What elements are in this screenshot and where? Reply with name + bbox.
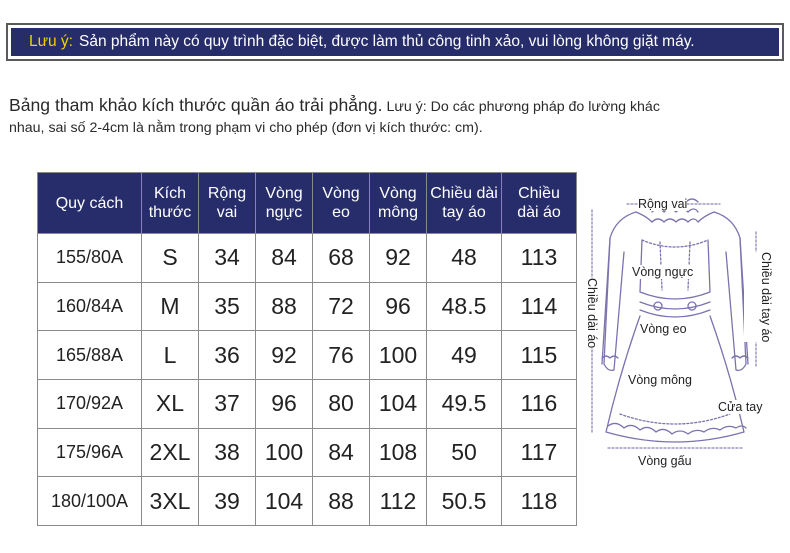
table-cell: 160/84A (38, 282, 142, 331)
notice-inner (11, 28, 779, 56)
table-cell: 50.5 (427, 477, 502, 526)
label-sleeve (744, 252, 772, 342)
header-shoulder: Rộng vai (199, 173, 256, 234)
table-cell: 48 (427, 234, 502, 283)
table-cell: 114 (502, 282, 577, 331)
table-row (38, 477, 577, 526)
table-cell: 76 (313, 331, 370, 380)
label-chest: Vòng ngực (632, 265, 694, 279)
label-hem: Vòng gấu (638, 454, 692, 468)
table-cell: 36 (199, 331, 256, 380)
table-row (38, 331, 577, 380)
header-spec: Quy cách (38, 173, 142, 234)
size-table (37, 172, 577, 526)
notice-banner (6, 23, 784, 61)
heading-title: Bảng tham khảo kích thước quần áo trải phẳng. (9, 95, 383, 115)
table-cell: 72 (313, 282, 370, 331)
table-row (38, 282, 577, 331)
label-waist: Vòng eo (640, 322, 687, 336)
table-cell: 50 (427, 428, 502, 477)
table-cell: 2XL (142, 428, 199, 477)
table-cell: 96 (370, 282, 427, 331)
table-cell: 92 (370, 234, 427, 283)
table-cell: 108 (370, 428, 427, 477)
header-hip: Vòng mông (370, 173, 427, 234)
table-cell: 49.5 (427, 379, 502, 428)
table-cell: 175/96A (38, 428, 142, 477)
table-cell: 84 (256, 234, 313, 283)
table-cell: 180/100A (38, 477, 142, 526)
size-heading (9, 95, 779, 139)
table-cell: 112 (370, 477, 427, 526)
header-sleeve: Chiều dài tay áo (427, 173, 502, 234)
table-cell: 113 (502, 234, 577, 283)
table-header-row (38, 173, 577, 234)
measurement-diagram (580, 182, 785, 482)
header-waist: Vòng eo (313, 173, 370, 234)
label-cuff: Cửa tay (718, 400, 763, 414)
table-cell: L (142, 331, 199, 380)
header-size: Kích thước (142, 173, 199, 234)
table-row (38, 428, 577, 477)
table-cell: 115 (502, 331, 577, 380)
table-cell: 116 (502, 379, 577, 428)
label-hip: Vòng mông (628, 373, 692, 387)
table-row (38, 234, 577, 283)
table-cell: 84 (313, 428, 370, 477)
notice-label: Lưu ý: (29, 33, 73, 50)
table-cell: 38 (199, 428, 256, 477)
table-cell: XL (142, 379, 199, 428)
label-length: Chiều dài áo (585, 278, 599, 349)
heading-note-line1: Lưu ý: Do các phương pháp đo lường khác (386, 99, 660, 115)
label-shoulder: Rộng vai (638, 197, 688, 211)
header-length: Chiều dài áo (502, 173, 577, 234)
table-cell: 39 (199, 477, 256, 526)
table-cell: 104 (256, 477, 313, 526)
table-cell: 3XL (142, 477, 199, 526)
table-cell: 104 (370, 379, 427, 428)
table-cell: 117 (502, 428, 577, 477)
label-sleeve-line2: áo (759, 328, 773, 343)
table-cell: 92 (256, 331, 313, 380)
table-cell: 100 (256, 428, 313, 477)
table-cell: 96 (256, 379, 313, 428)
table-cell: 48.5 (427, 282, 502, 331)
table-cell: 100 (370, 331, 427, 380)
table-cell: 170/92A (38, 379, 142, 428)
table-cell: 37 (199, 379, 256, 428)
label-sleeve-line1: Chiều dài tay (759, 252, 773, 325)
table-cell: 80 (313, 379, 370, 428)
table-cell: M (142, 282, 199, 331)
table-cell: 165/88A (38, 331, 142, 380)
table-cell: 118 (502, 477, 577, 526)
table-cell: 49 (427, 331, 502, 380)
table-row (38, 379, 577, 428)
header-chest: Vòng ngực (256, 173, 313, 234)
table-cell: S (142, 234, 199, 283)
notice-text: Sản phẩm này có quy trình đặc biệt, được làm thủ công tinh xảo, vui lòng không giặt máy. (78, 33, 695, 50)
heading-note-line2: nhau, sai số 2-4cm là nằm trong phạm vi cho phép (đơn vị kích thước: cm). (9, 120, 483, 136)
table-cell: 88 (256, 282, 313, 331)
table-cell: 155/80A (38, 234, 142, 283)
table-cell: 68 (313, 234, 370, 283)
table-cell: 34 (199, 234, 256, 283)
table-cell: 35 (199, 282, 256, 331)
table-cell: 88 (313, 477, 370, 526)
